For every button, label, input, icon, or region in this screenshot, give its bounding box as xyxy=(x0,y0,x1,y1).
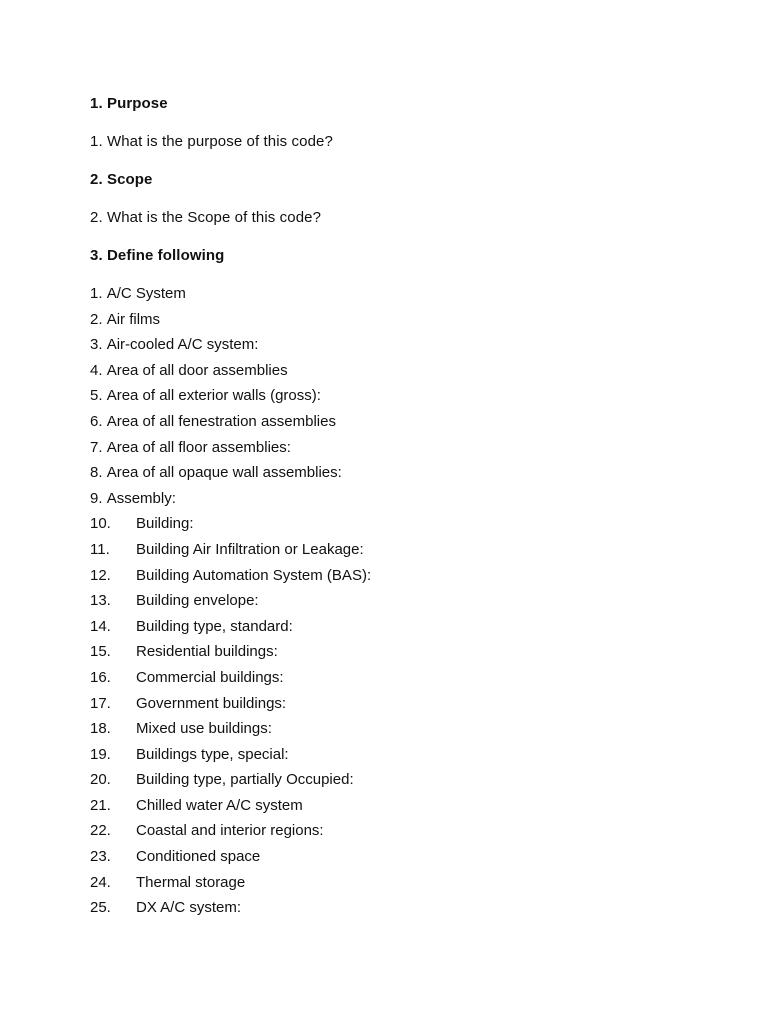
list-number: 20. xyxy=(90,771,111,789)
list-term: Area of all opaque wall assemblies: xyxy=(106,464,342,482)
list-item xyxy=(90,821,730,847)
list-term: Building Automation System (BAS): xyxy=(136,566,372,584)
list-number: 22. xyxy=(90,822,111,840)
list-number: 25. xyxy=(90,899,111,917)
list-item xyxy=(90,540,730,566)
list-item xyxy=(90,898,730,924)
list-item xyxy=(90,566,730,592)
list-number: 1. xyxy=(90,285,103,302)
list-term: Air films xyxy=(106,310,161,328)
list-number: 18. xyxy=(90,720,111,738)
list-number: 16. xyxy=(90,668,111,686)
list-item xyxy=(90,617,730,643)
list-term: Mixed use buildings: xyxy=(136,720,272,738)
list-term: Building type, standard: xyxy=(136,617,293,635)
list-number: 11. xyxy=(90,540,110,558)
list-number: 15. xyxy=(90,643,111,661)
list-term: Government buildings: xyxy=(136,694,287,712)
list-number: 8. xyxy=(90,464,103,482)
list-number: 6. xyxy=(90,412,103,430)
list-item xyxy=(90,514,730,540)
list-item xyxy=(90,438,730,464)
list-item xyxy=(90,386,730,412)
list-term: Conditioned space xyxy=(136,848,261,866)
list-number: 10. xyxy=(90,515,111,533)
list-term: Building Air Infiltration or Leakage: xyxy=(136,540,364,558)
list-item xyxy=(90,873,730,899)
list-term: Assembly: xyxy=(106,489,176,507)
list-number: 24. xyxy=(90,873,111,891)
list-term: Coastal and interior regions: xyxy=(136,822,324,840)
list-number: 9. xyxy=(90,489,103,507)
list-term: DX A/C system: xyxy=(136,899,242,917)
section-heading-purpose: 1. Purpose xyxy=(90,95,168,112)
list-number: 5. xyxy=(90,387,103,405)
question-purpose: 1. What is the purpose of this code? xyxy=(90,133,333,150)
list-number: 21. xyxy=(90,796,111,814)
list-number: 7. xyxy=(90,438,103,456)
list-item xyxy=(90,310,730,336)
list-term: Area of all floor assemblies: xyxy=(106,438,291,456)
list-item xyxy=(90,796,730,822)
list-term: Chilled water A/C system xyxy=(136,796,303,814)
list-term: A/C System xyxy=(106,285,186,302)
list-number: 13. xyxy=(90,592,111,610)
list-item xyxy=(90,463,730,489)
definitions-list xyxy=(90,284,730,924)
list-item xyxy=(90,745,730,771)
list-number: 17. xyxy=(90,694,111,712)
list-term: Area of all door assemblies xyxy=(106,361,288,379)
list-term: Commercial buildings: xyxy=(136,668,284,686)
list-item xyxy=(90,642,730,668)
list-term: Building type, partially Occupied: xyxy=(136,771,354,789)
list-item xyxy=(90,694,730,720)
list-item xyxy=(90,847,730,873)
list-term: Building: xyxy=(136,515,194,533)
list-term: Area of all exterior walls (gross): xyxy=(106,387,321,405)
list-item xyxy=(90,284,730,310)
list-term: Residential buildings: xyxy=(136,643,278,661)
list-number: 3. xyxy=(90,336,103,354)
list-item xyxy=(90,412,730,438)
list-item xyxy=(90,668,730,694)
list-term: Building envelope: xyxy=(136,592,259,610)
list-number: 12. xyxy=(90,566,111,584)
list-item xyxy=(90,489,730,515)
document-body xyxy=(90,94,730,924)
list-term: Buildings type, special: xyxy=(136,745,289,763)
list-item xyxy=(90,770,730,796)
list-number: 4. xyxy=(90,361,103,379)
list-item xyxy=(90,335,730,361)
list-number: 23. xyxy=(90,848,111,866)
list-item xyxy=(90,361,730,387)
list-number: 19. xyxy=(90,745,111,763)
list-number: 14. xyxy=(90,617,111,635)
list-term: Air-cooled A/C system: xyxy=(106,336,259,354)
question-scope: 2. What is the Scope of this code? xyxy=(90,209,322,226)
list-item xyxy=(90,719,730,745)
section-heading-define: 3. Define following xyxy=(90,247,225,264)
list-term: Thermal storage xyxy=(136,873,246,891)
section-heading-scope: 2. Scope xyxy=(90,171,153,188)
list-item xyxy=(90,591,730,617)
list-number: 2. xyxy=(90,310,103,328)
list-term: Area of all fenestration assemblies xyxy=(106,412,336,430)
